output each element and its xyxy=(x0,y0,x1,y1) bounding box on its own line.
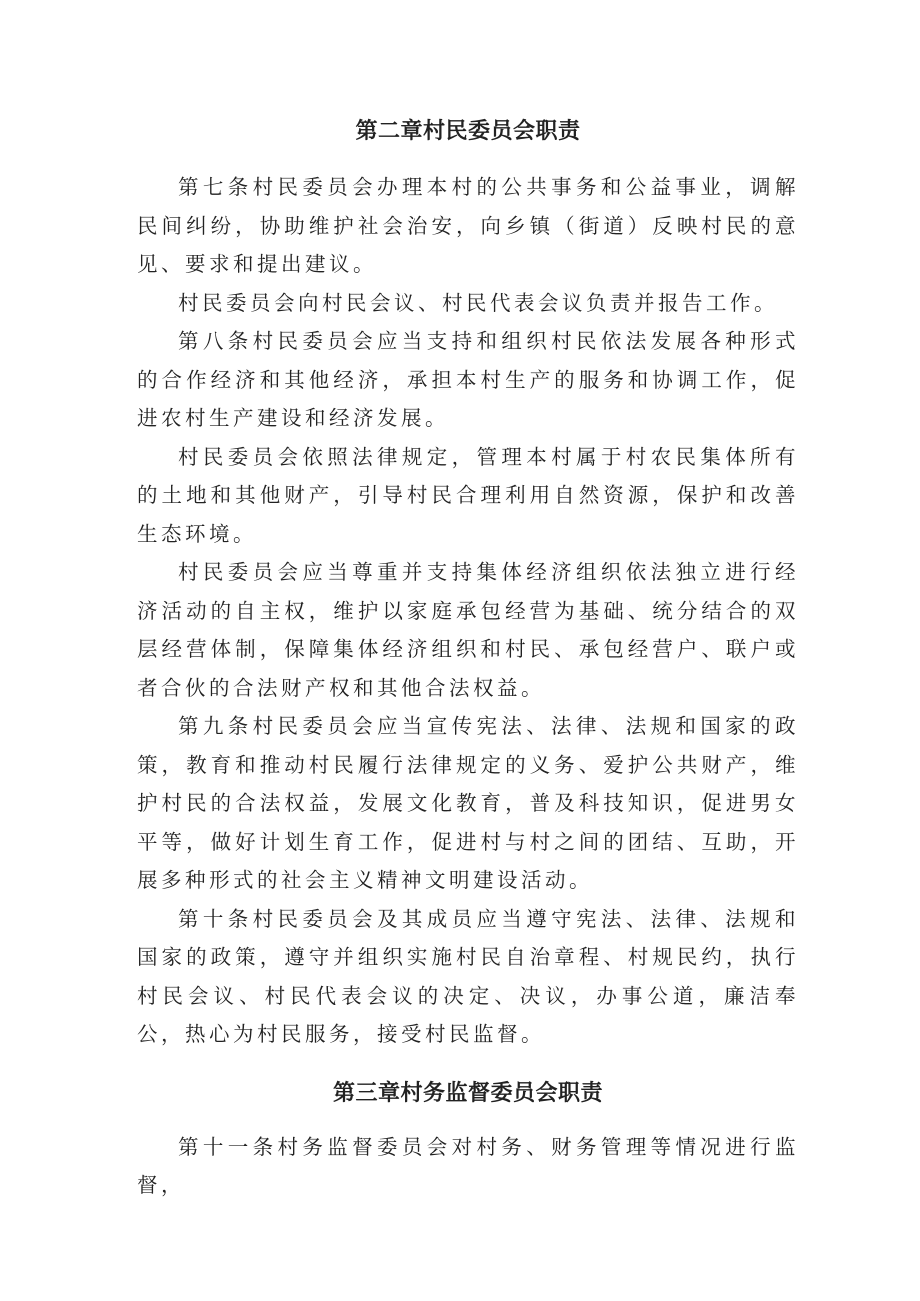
article-8-collective-economy-paragraph: 村民委员会应当尊重并支持集体经济组织依法独立进行经济活动的自主权，维护以家庭承包经营为基础、统分结合的双层经营体制，保障集体经济组织和村民、承包经营户、联户或者合伙的合法财产权和其他合法权益。 xyxy=(137,560,799,700)
chapter-2-title: 第二章村民委员会职责 xyxy=(355,119,581,144)
document-page xyxy=(137,112,799,1205)
article-10-paragraph: 第十条村民委员会及其成员应当遵守宪法、法律、法规和国家的政策，遵守并组织实施村民自治章程、村规民约，执行村民会议、村民代表会议的决定、决议，办事公道，廉洁奉公，热心为村民服务，接受村民监督。 xyxy=(137,906,799,1046)
article-11-paragraph: 第十一条村务监督委员会对村务、财务管理等情况进行监督， xyxy=(137,1134,799,1197)
article-8-land-paragraph: 村民委员会依照法律规定，管理本村属于村农民集体所有的土地和其他财产，引导村民合理利用自然资源，保护和改善生态环境。 xyxy=(137,444,799,546)
article-7-accountability-paragraph: 村民委员会向村民会议、村民代表会议负责并报告工作。 xyxy=(178,290,778,315)
article-7-paragraph: 第七条村民委员会办理本村的公共事务和公益事业，调解民间纠纷，协助维护社会治安，向乡镇（街道）反映村民的意见、要求和提出建议。 xyxy=(137,175,799,276)
article-9-paragraph: 第九条村民委员会应当宣传宪法、法律、法规和国家的政策，教育和推动村民履行法律规定的义务、爱护公共财产，维护村民的合法权益，发展文化教育，普及科技知识，促进男女平等，做好计划生育工作，促进村与村之间的团结、互助，开展多种形式的社会主义精神文明建设活动。 xyxy=(137,714,799,892)
chapter-3-title: 第三章村务监督委员会职责 xyxy=(332,1080,603,1106)
article-8-paragraph: 第八条村民委员会应当支持和组织村民依法发展各种形式的合作经济和其他经济，承担本村生产的服务和协调工作，促进农村生产建设和经济发展。 xyxy=(137,329,799,430)
